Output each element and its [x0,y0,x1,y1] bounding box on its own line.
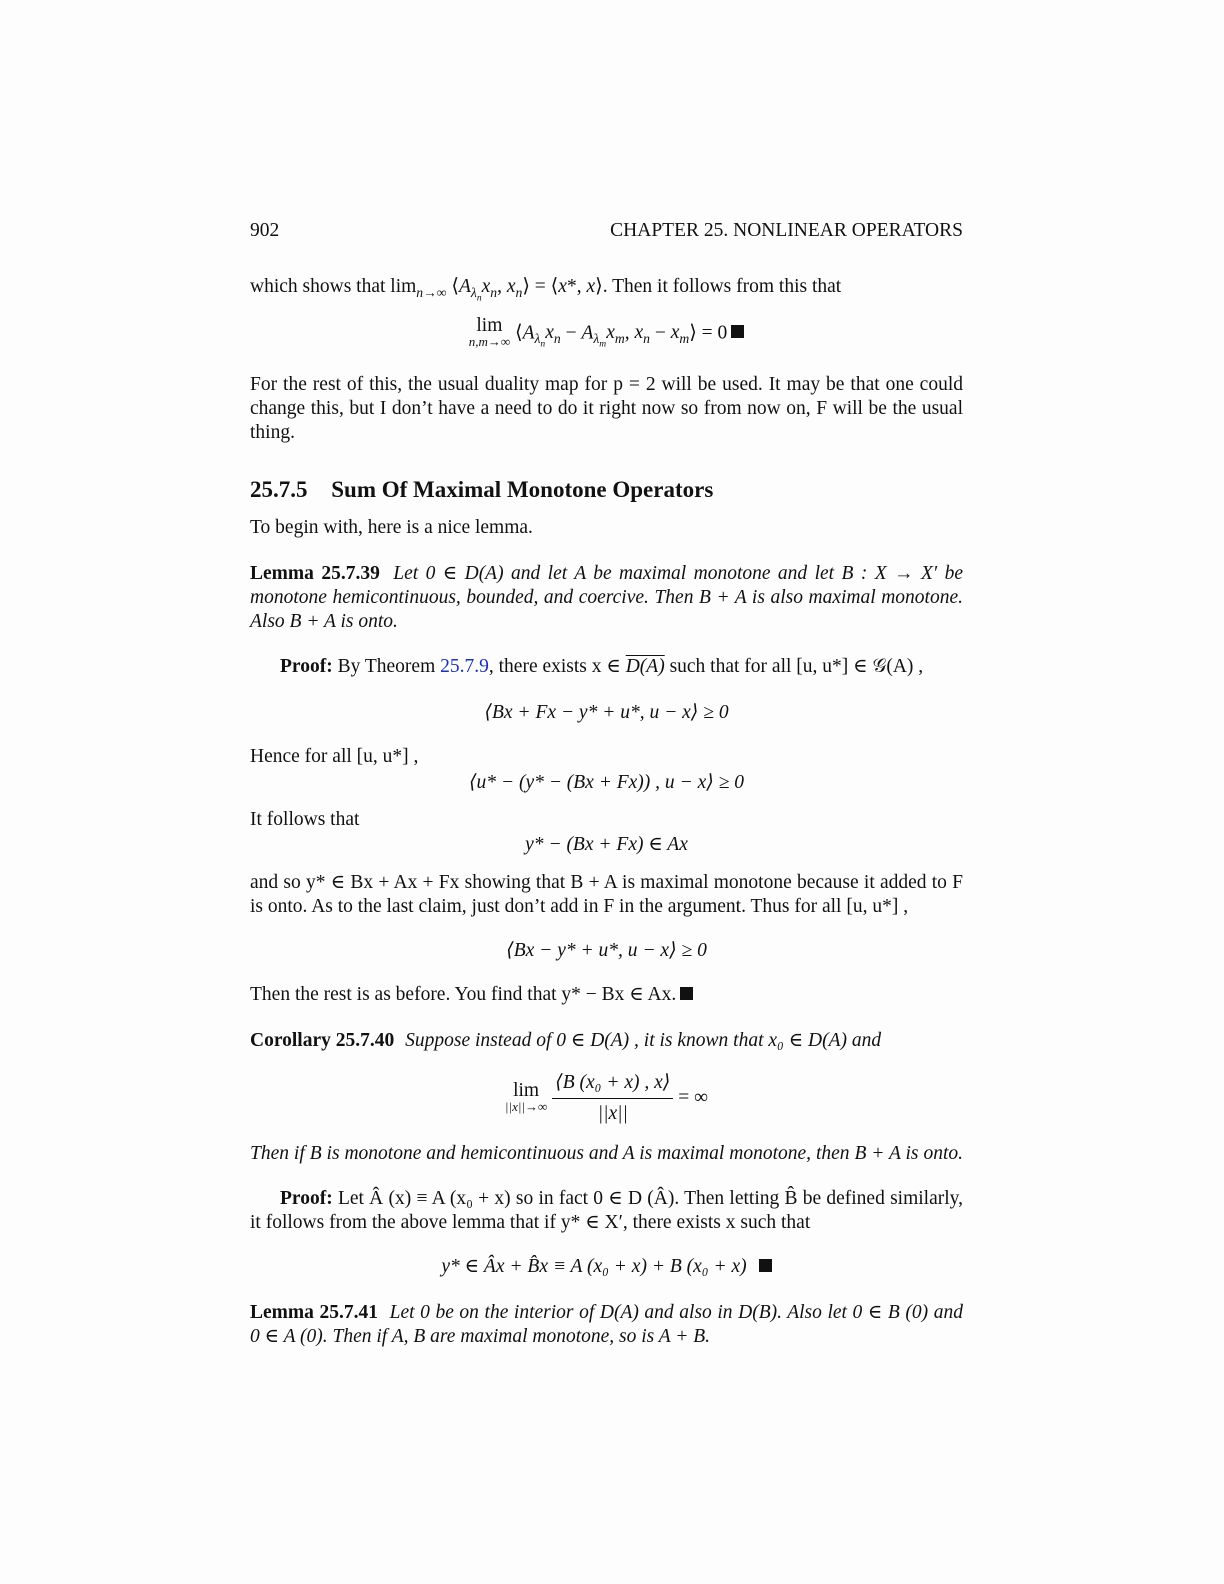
fraction: $\frac{\text{⟨B (x₀ + x) , x⟩}}{||x||}$ [552,1070,673,1127]
proof-line: It follows that [250,809,360,830]
lemma-label: Lemma 25.7.41 [250,1302,378,1323]
equation-4: ⟨Bx − y* + u*, u − x⟩ ≥ 0 [506,940,707,961]
equation-hat: y* ∈ Âx + B̂x ≡ A (x₀ + x) + B (x₀ + x) [250,1254,963,1280]
section-intro: To begin with, here is a nice lemma. [250,517,533,538]
corollary-40-line: Corollary 25.7.40 Suppose instead of 0 ∈ D(A) , it is known that x₀ ∈ D(A) and [250,1030,882,1051]
proof-line: Proof: Let Â (x) ≡ A (x₀ + x) so in fact 0 ∈ D (Â). Then letting B̂ be defined similarly, [280,1188,964,1209]
proof-label: Proof: [280,656,333,677]
corollary-40-conclusion: Then if B is monotone and hemicontinuous and A is maximal monotone, then B + A is onto. [250,1143,963,1164]
qed-symbol [731,325,744,338]
lemma-39-line: Lemma 25.7.39 Let 0 ∈ D(A) and let A be maximal monotone and let B : X → X′ be [250,563,964,584]
theorem-link[interactable]: 25.7.9 [440,656,489,677]
lemma-label: Lemma 25.7.39 [250,563,380,584]
inline-limit-expression: $⟨A_{\lambda_n}x_n$, $x_n⟩$ = ⟨x*, x⟩ [451,276,603,304]
proof-line: Hence for all [u, u*] , [250,746,419,767]
qed-symbol [759,1259,772,1272]
paragraph-line: thing. [250,422,295,443]
proof-line: and so y* ∈ Bx + Ax + Fx showing that B + A is maximal monotone because it added to F [250,872,963,893]
equation-2: ⟨u* − (y* − (Bx + Fx)) , u − x⟩ ≥ 0 [468,772,745,793]
paragraph-line: For the rest of this, the usual duality map for p = 2 will be used. It may be that one could [250,374,963,395]
section-title: Sum Of Maximal Monotone Operators [331,477,714,502]
proof-label: Proof: [280,1188,333,1209]
proof-line: is onto. As to the last claim, just don’t add in F in the argument. Thus for all [u, u*] , [250,896,909,917]
corollary-label: Corollary 25.7.40 [250,1030,395,1051]
qed-symbol [680,987,693,1000]
lemma-41-line: 0 ∈ A (0). Then if A, B are maximal monotone, so is A + B. [250,1326,711,1347]
lemma-39-line: monotone hemicontinuous, bounded, and coercive. Then B + A is also maximal monotone. [250,587,963,608]
section-number: 25.7.5 [250,477,308,502]
paragraph-line: change this, but I don’t have a need to do it right now so from now on, F will be the usual [250,398,963,419]
intro-line: which shows that $\lim_{n\to\infty}$ $⟨A_{\lambda_n}x_n$, $x_n⟩$ = ⟨x*, x⟩. Then it follows from this that [250,276,842,304]
proof-line: it follows from the above lemma that if y* ∈ X′, there exists x such that [250,1212,811,1233]
equation-coercivity: lim ||x||→∞ $\frac{\text{⟨B (x₀ + x) , x⟩}}{||x||}$ = ∞ [250,1070,963,1127]
lemma-41-line: Lemma 25.7.41 Let 0 be on the interior of D(A) and also in D(B). Also let 0 ∈ B (0) and [250,1302,963,1323]
closure-domain: D(A) [625,656,665,677]
lemma-39-line: Also B + A is onto. [250,611,398,632]
proof-line: Proof: By Theorem 25.7.9, there exists x ∈ D(A) such that for all [u, u*] ∈ 𝒢(A) , [280,656,924,677]
proof-line: Then the rest is as before. You find that y* − Bx ∈ Ax. [250,983,963,1007]
chapter-title: CHAPTER 25. NONLINEAR OPERATORS [610,220,963,241]
equation-limit-difference: lim n,m→∞ $⟨A_{\lambda_n}x_n - A_{\lambda_m}x_m$, $x_n$ − $x_m⟩ = 0$ [250,318,963,350]
section-heading [250,476,963,504]
running-header [250,219,963,243]
equation-1: ⟨Bx + Fx − y* + u*, u − x⟩ ≥ 0 [484,702,729,723]
equation-3: y* − (Bx + Fx) ∈ Ax [525,834,688,855]
page-number: 902 [250,220,280,241]
